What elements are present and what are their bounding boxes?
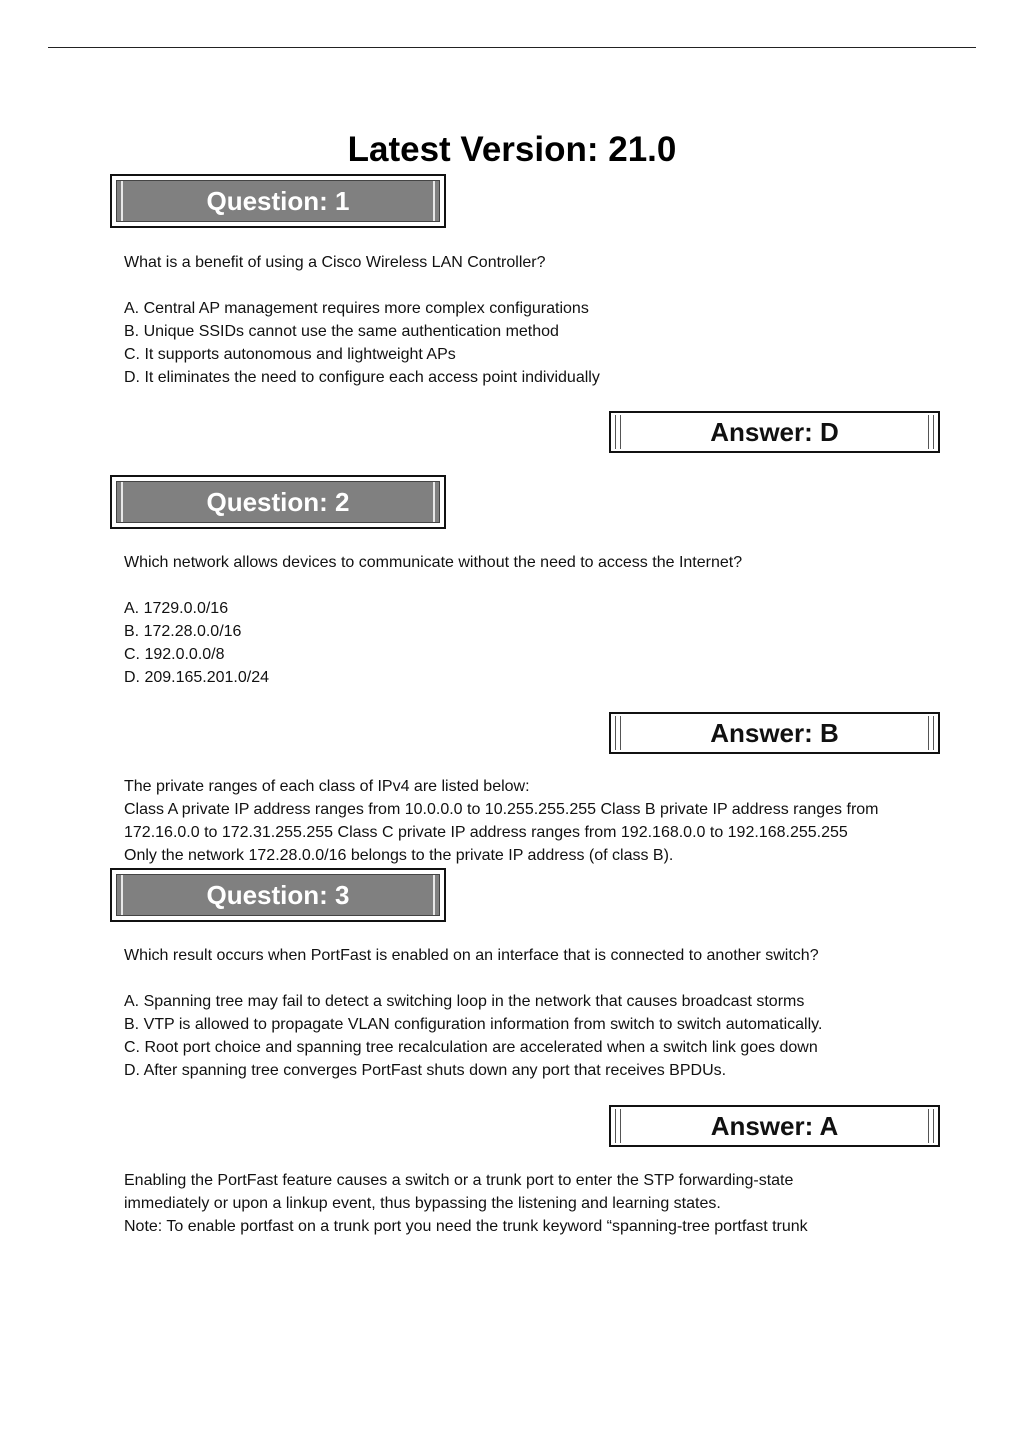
question-prompt: What is a benefit of using a Cisco Wireless LAN Controller? [124, 254, 546, 271]
option-b: B. Unique SSIDs cannot use the same authentication method [124, 323, 559, 340]
explanation-line: The private ranges of each class of IPv4 are listed below: [124, 778, 530, 795]
page-title: Latest Version: 21.0 [347, 130, 677, 169]
question-3-explanation [124, 1169, 944, 1238]
answer-1-label: Answer: D [710, 417, 839, 447]
answer-3-label: Answer: A [710, 1111, 839, 1141]
explanation-line: immediately or upon a linkup event, thus bypassing the listening and learning states. [124, 1195, 721, 1212]
question-1-prompt [124, 251, 944, 274]
question-2-options [124, 597, 944, 689]
question-3-options [124, 990, 944, 1082]
option-a: A. Central AP management requires more complex configurations [124, 300, 589, 317]
top-rule [48, 47, 976, 48]
question-header-bar [116, 874, 440, 916]
option-c: C. It supports autonomous and lightweight APs [124, 346, 456, 363]
option-a: A. 1729.0.0/16 [124, 600, 229, 617]
option-d: D. 209.165.201.0/24 [124, 669, 270, 686]
answer-3-box [609, 1105, 940, 1147]
question-1-label: Question: 1 [206, 186, 350, 216]
explanation-line: Enabling the PortFast feature causes a switch or a trunk port to enter the STP forwarding-state [124, 1172, 794, 1189]
explanation-line: 172.16.0.0 to 172.31.255.255 Class C private IP address ranges from 192.168.0.0 to 192.168.255.255 [124, 824, 848, 841]
question-2-header [110, 475, 446, 529]
question-1-options [124, 297, 944, 389]
question-2-label: Question: 2 [206, 487, 350, 517]
option-b: B. 172.28.0.0/16 [124, 623, 242, 640]
option-a: A. Spanning tree may fail to detect a switching loop in the network that causes broadcast storms [124, 993, 805, 1010]
option-c: C. Root port choice and spanning tree recalculation are accelerated when a switch link goes down [124, 1039, 818, 1056]
question-3-prompt [124, 944, 944, 967]
question-prompt: Which result occurs when PortFast is enabled on an interface that is connected to another switch? [124, 947, 819, 964]
option-b: B. VTP is allowed to propagate VLAN configuration information from switch to switch automatically. [124, 1016, 823, 1033]
question-3-label: Question: 3 [206, 880, 350, 910]
option-d: D. After spanning tree converges PortFast shuts down any port that receives BPDUs. [124, 1062, 727, 1079]
question-header-bar [116, 180, 440, 222]
question-2-explanation [124, 775, 944, 867]
option-c: C. 192.0.0.0/8 [124, 646, 225, 663]
option-d: D. It eliminates the need to configure each access point individually [124, 369, 600, 386]
answer-1-box [609, 411, 940, 453]
question-3-header [110, 868, 446, 922]
question-2-prompt [124, 551, 944, 574]
answer-2-label: Answer: B [710, 718, 839, 748]
question-1-header [110, 174, 446, 228]
explanation-line: Only the network 172.28.0.0/16 belongs to the private IP address (of class B). [124, 847, 674, 864]
explanation-line: Class A private IP address ranges from 10.0.0.0 to 10.255.255.255 Class B private IP address ranges from [124, 801, 879, 818]
answer-2-box [609, 712, 940, 754]
explanation-line: Note: To enable portfast on a trunk port you need the trunk keyword “spanning-tree portfast trunk [124, 1218, 808, 1235]
question-header-bar [116, 481, 440, 523]
question-prompt: Which network allows devices to communicate without the need to access the Internet? [124, 554, 743, 571]
